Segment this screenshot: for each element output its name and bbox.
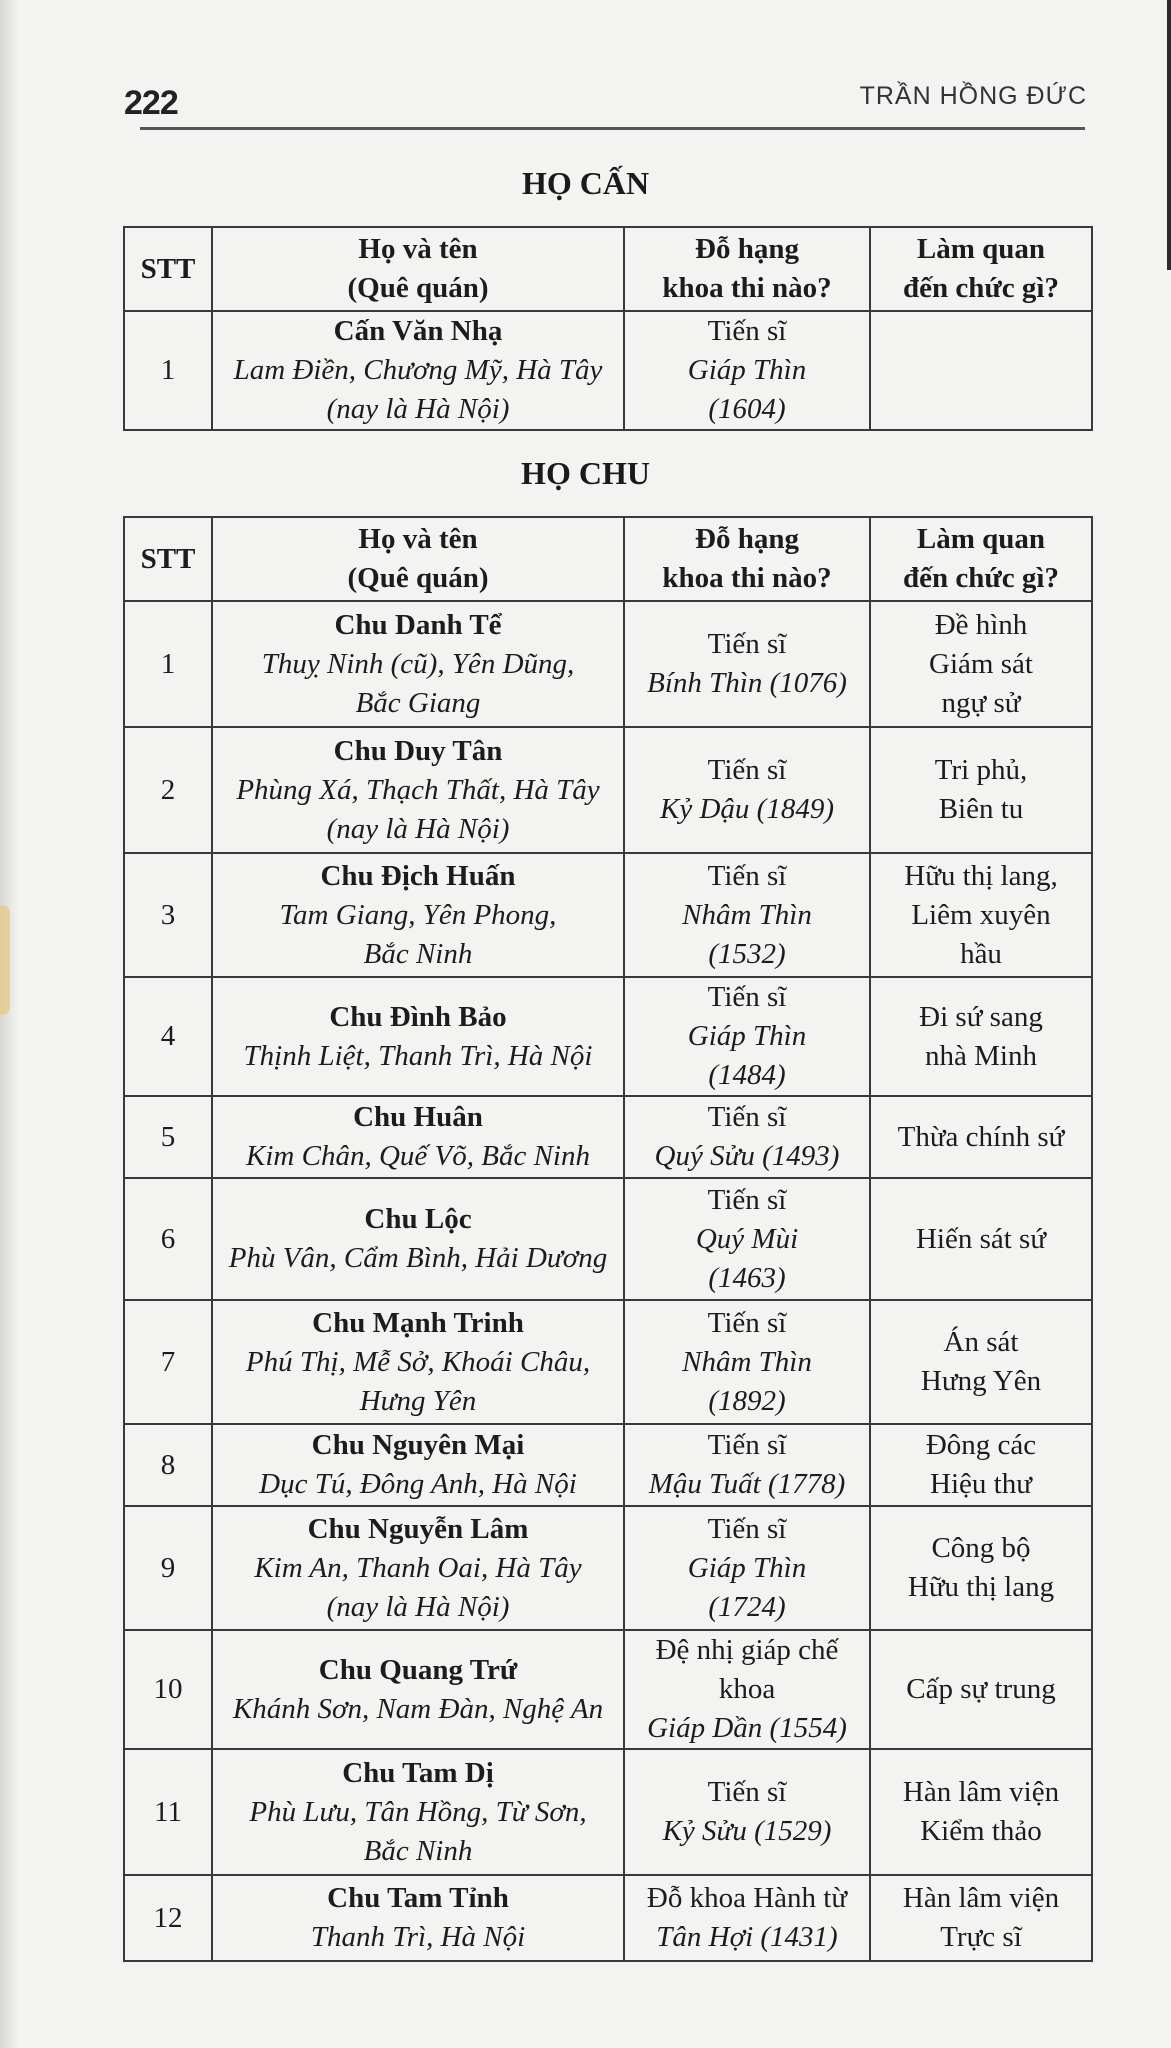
table-row bbox=[124, 1300, 1092, 1424]
header-exam-line2: khoa thi nào? bbox=[662, 562, 832, 594]
cell-exam bbox=[624, 1178, 870, 1300]
position-line: ngự sử bbox=[941, 686, 1021, 719]
table-row bbox=[124, 601, 1092, 727]
exam-line: Tiến sĩ bbox=[707, 315, 787, 347]
cell-stt: 1 bbox=[124, 601, 212, 727]
exam-line: Tiến sĩ bbox=[707, 1183, 787, 1216]
position-line: Giám sát bbox=[929, 647, 1033, 680]
cell-position bbox=[870, 1178, 1092, 1300]
cell-stt: 8 bbox=[124, 1424, 212, 1506]
hometown-line: Dục Tú, Đông Anh, Hà Nội bbox=[259, 1468, 577, 1500]
cell-position bbox=[870, 977, 1092, 1096]
cell-name-hometown bbox=[212, 1749, 624, 1875]
position-line: Hàn lâm viện bbox=[902, 1882, 1060, 1914]
section-title-ho-chu: HỌ CHU bbox=[521, 455, 650, 491]
table-row bbox=[124, 1096, 1092, 1178]
header-position-line2: đến chức gì? bbox=[903, 272, 1059, 304]
cell-position bbox=[870, 1749, 1092, 1875]
header-rule bbox=[140, 127, 1085, 130]
header-name-line1: Họ và tên bbox=[358, 523, 478, 555]
cell-position bbox=[870, 1875, 1092, 1961]
cell-stt: 5 bbox=[124, 1096, 212, 1178]
header-name bbox=[212, 227, 624, 311]
exam-line: Kỷ Sửu (1529) bbox=[662, 1815, 832, 1847]
hometown-line: (nay là Hà Nội) bbox=[326, 812, 510, 845]
header-stt: STT bbox=[124, 227, 212, 311]
section-title-ho-can: HỌ CẤN bbox=[521, 165, 650, 201]
exam-line: (1892) bbox=[708, 1384, 786, 1417]
exam-line: Mậu Tuất (1778) bbox=[648, 1468, 846, 1500]
position-line: Cấp sự trung bbox=[906, 1673, 1056, 1705]
header-position bbox=[870, 227, 1092, 311]
binding-shadow bbox=[0, 0, 18, 2048]
cell-exam bbox=[624, 853, 870, 977]
exam-line: Quý Mùi bbox=[695, 1222, 799, 1255]
position-line: Hưng Yên bbox=[920, 1365, 1042, 1397]
header-position-line2: đến chức gì? bbox=[903, 562, 1059, 594]
hometown-line: Bắc Ninh bbox=[363, 1834, 473, 1867]
person-name: Chu Nguyên Mại bbox=[311, 1429, 525, 1461]
exam-line: Tiến sĩ bbox=[707, 1512, 787, 1545]
exam-line: Giáp Thìn bbox=[687, 354, 807, 386]
table-row bbox=[124, 1178, 1092, 1300]
exam-line: Đệ nhị giáp chế bbox=[655, 1634, 839, 1666]
person-name: Chu Tam Tỉnh bbox=[327, 1882, 509, 1914]
exam-line: Nhâm Thìn bbox=[682, 1345, 812, 1378]
exam-line: (1724) bbox=[708, 1590, 786, 1623]
cell-exam bbox=[624, 1749, 870, 1875]
exam-line: Giáp Thìn bbox=[687, 1551, 807, 1584]
position-line: Đông các bbox=[925, 1429, 1037, 1461]
position-line: Tri phủ, bbox=[934, 754, 1028, 786]
person-name: Chu Đình Bảo bbox=[329, 1000, 507, 1033]
cell-exam bbox=[624, 1506, 870, 1630]
cell-exam bbox=[624, 311, 870, 430]
hometown-line: Tam Giang, Yên Phong, bbox=[279, 898, 557, 931]
cell-name-hometown bbox=[212, 727, 624, 853]
hometown-line: Bắc Ninh bbox=[363, 937, 473, 970]
header-name-line2: (Quê quán) bbox=[347, 272, 489, 304]
position-line: Hiến sát sứ bbox=[915, 1222, 1047, 1255]
cell-name-hometown bbox=[212, 1424, 624, 1506]
header-name bbox=[212, 517, 624, 601]
exam-line: Giáp Dần (1554) bbox=[647, 1712, 847, 1744]
person-name: Chu Nguyễn Lâm bbox=[307, 1512, 529, 1545]
position-line: Thừa chính sứ bbox=[897, 1120, 1065, 1153]
position-line: Hữu thị lang, bbox=[904, 859, 1058, 892]
header-exam bbox=[624, 227, 870, 311]
person-name: Chu Địch Huấn bbox=[320, 859, 516, 892]
exam-line: Nhâm Thìn bbox=[682, 898, 812, 931]
cell-stt: 10 bbox=[124, 1630, 212, 1749]
person-name: Chu Lộc bbox=[364, 1203, 472, 1235]
exam-line: (1604) bbox=[708, 393, 786, 425]
position-line: Kiểm thảo bbox=[920, 1815, 1042, 1847]
position-line: hầu bbox=[960, 937, 1002, 970]
person-name: Chu Duy Tân bbox=[333, 734, 503, 767]
header-exam bbox=[624, 517, 870, 601]
cell-stt: 9 bbox=[124, 1506, 212, 1630]
header-name-line1: Họ và tên bbox=[358, 233, 478, 265]
cell-position bbox=[870, 1096, 1092, 1178]
exam-line: Tiến sĩ bbox=[707, 1306, 787, 1339]
hometown-line: Kim An, Thanh Oai, Hà Tây bbox=[254, 1551, 582, 1584]
hometown-line: Phú Thị, Mễ Sở, Khoái Châu, bbox=[245, 1345, 591, 1378]
exam-line: Tiến sĩ bbox=[707, 628, 787, 660]
page-number: 222 bbox=[124, 84, 178, 122]
cell-name-hometown bbox=[212, 1096, 624, 1178]
exam-line: (1463) bbox=[708, 1261, 786, 1294]
cell-name-hometown bbox=[212, 853, 624, 977]
person-name: Cấn Văn Nhạ bbox=[333, 315, 503, 347]
table-row bbox=[124, 1630, 1092, 1749]
cell-stt: 1 bbox=[124, 311, 212, 430]
exam-line: Tiến sĩ bbox=[707, 1429, 787, 1461]
table-header-row bbox=[124, 517, 1092, 601]
header-position-line1: Làm quan bbox=[916, 523, 1046, 555]
person-name: Chu Tam Dị bbox=[342, 1756, 494, 1789]
position-line: Án sát bbox=[943, 1326, 1019, 1358]
exam-line: Tiến sĩ bbox=[707, 859, 787, 892]
table-header-row bbox=[124, 227, 1092, 311]
exam-line: (1484) bbox=[708, 1059, 786, 1091]
header-exam-line1: Đỗ hạng bbox=[695, 523, 799, 555]
hometown-line: Thuỵ Ninh (cũ), Yên Dũng, bbox=[261, 647, 575, 680]
position-line: Đề hình bbox=[934, 608, 1028, 641]
exam-line: khoa bbox=[718, 1673, 776, 1705]
cell-stt: 11 bbox=[124, 1749, 212, 1875]
table-row bbox=[124, 853, 1092, 977]
header-stt: STT bbox=[124, 517, 212, 601]
header-position bbox=[870, 517, 1092, 601]
table-ho-can bbox=[123, 226, 1093, 431]
exam-line: Tiến sĩ bbox=[707, 1101, 787, 1133]
position-line: Hàn lâm viện bbox=[902, 1776, 1060, 1808]
table-row bbox=[124, 311, 1092, 430]
cell-stt: 7 bbox=[124, 1300, 212, 1424]
exam-line: Giáp Thìn bbox=[687, 1020, 807, 1052]
hometown-line: Phù Lưu, Tân Hồng, Từ Sơn, bbox=[249, 1795, 587, 1828]
position-line: Biên tu bbox=[938, 793, 1024, 825]
header-exam-line2: khoa thi nào? bbox=[662, 272, 832, 304]
cell-position bbox=[870, 1506, 1092, 1630]
hometown-line: Thanh Trì, Hà Nội bbox=[310, 1921, 526, 1953]
cell-name-hometown bbox=[212, 1506, 624, 1630]
header-name-line2: (Quê quán) bbox=[347, 562, 489, 594]
person-name: Chu Mạnh Trinh bbox=[312, 1306, 524, 1339]
cell-name-hometown bbox=[212, 311, 624, 430]
hometown-line: Lam Điền, Chương Mỹ, Hà Tây bbox=[233, 354, 603, 386]
cell-stt: 2 bbox=[124, 727, 212, 853]
page-right-edge bbox=[1167, 0, 1171, 270]
table-ho-chu bbox=[123, 516, 1093, 1962]
cell-name-hometown bbox=[212, 601, 624, 727]
cell-position bbox=[870, 1300, 1092, 1424]
exam-line: Tân Hợi (1431) bbox=[656, 1921, 838, 1953]
cell-exam bbox=[624, 977, 870, 1096]
person-name: Chu Danh Tể bbox=[334, 608, 502, 641]
cell-position bbox=[870, 311, 1092, 430]
table-row bbox=[124, 1749, 1092, 1875]
person-name: Chu Huân bbox=[353, 1101, 483, 1133]
cell-stt: 6 bbox=[124, 1178, 212, 1300]
hometown-line: (nay là Hà Nội) bbox=[326, 1590, 510, 1623]
running-header-author: TRẦN HỒNG ĐỨC bbox=[859, 82, 1087, 110]
cell-position bbox=[870, 1424, 1092, 1506]
position-line: Liêm xuyên bbox=[911, 898, 1051, 931]
page-edge-mark bbox=[0, 905, 10, 1015]
exam-line: Đỗ khoa Hành từ bbox=[646, 1882, 848, 1914]
cell-stt: 3 bbox=[124, 853, 212, 977]
cell-position bbox=[870, 853, 1092, 977]
cell-exam bbox=[624, 1875, 870, 1961]
position-line: Trực sĩ bbox=[940, 1921, 1022, 1953]
hometown-line: Kim Chân, Quế Võ, Bắc Ninh bbox=[246, 1140, 590, 1172]
cell-exam bbox=[624, 1630, 870, 1749]
table-row bbox=[124, 1506, 1092, 1630]
exam-line: Tiến sĩ bbox=[707, 754, 787, 786]
cell-position bbox=[870, 1630, 1092, 1749]
exam-line: Tiến sĩ bbox=[707, 981, 787, 1013]
cell-position bbox=[870, 601, 1092, 727]
hometown-line: Thịnh Liệt, Thanh Trì, Hà Nội bbox=[243, 1039, 593, 1072]
hometown-line: Hưng Yên bbox=[359, 1384, 477, 1417]
position-line: Hiệu thư bbox=[930, 1468, 1032, 1500]
table-row bbox=[124, 1424, 1092, 1506]
table-row bbox=[124, 977, 1092, 1096]
exam-line: Kỷ Dậu (1849) bbox=[660, 793, 834, 825]
cell-position bbox=[870, 727, 1092, 853]
exam-line: Quý Sửu (1493) bbox=[654, 1140, 840, 1172]
cell-name-hometown bbox=[212, 977, 624, 1096]
hometown-line: (nay là Hà Nội) bbox=[326, 393, 510, 425]
cell-exam bbox=[624, 1424, 870, 1506]
hometown-line: Phùng Xá, Thạch Thất, Hà Tây bbox=[236, 773, 600, 806]
cell-exam bbox=[624, 727, 870, 853]
cell-exam bbox=[624, 601, 870, 727]
position-line: Đi sứ sang bbox=[919, 1000, 1043, 1033]
table-row bbox=[124, 1875, 1092, 1961]
cell-name-hometown bbox=[212, 1630, 624, 1749]
cell-name-hometown bbox=[212, 1875, 624, 1961]
cell-stt: 12 bbox=[124, 1875, 212, 1961]
exam-line: Bính Thìn (1076) bbox=[647, 667, 847, 699]
hometown-line: Bắc Giang bbox=[355, 686, 481, 719]
header-position-line1: Làm quan bbox=[916, 233, 1046, 265]
cell-exam bbox=[624, 1300, 870, 1424]
position-line: nhà Minh bbox=[925, 1039, 1037, 1072]
table-row bbox=[124, 727, 1092, 853]
hometown-line: Phù Vân, Cẩm Bình, Hải Dương bbox=[228, 1242, 608, 1274]
exam-line: (1532) bbox=[708, 937, 786, 970]
cell-name-hometown bbox=[212, 1178, 624, 1300]
cell-stt: 4 bbox=[124, 977, 212, 1096]
cell-exam bbox=[624, 1096, 870, 1178]
cell-name-hometown bbox=[212, 1300, 624, 1424]
position-line: Hữu thị lang bbox=[907, 1571, 1055, 1603]
exam-line: Tiến sĩ bbox=[707, 1776, 787, 1808]
position-line: Công bộ bbox=[931, 1532, 1031, 1564]
header-exam-line1: Đỗ hạng bbox=[695, 233, 799, 265]
hometown-line: Khánh Sơn, Nam Đàn, Nghệ An bbox=[232, 1692, 604, 1725]
person-name: Chu Quang Trứ bbox=[318, 1653, 518, 1686]
